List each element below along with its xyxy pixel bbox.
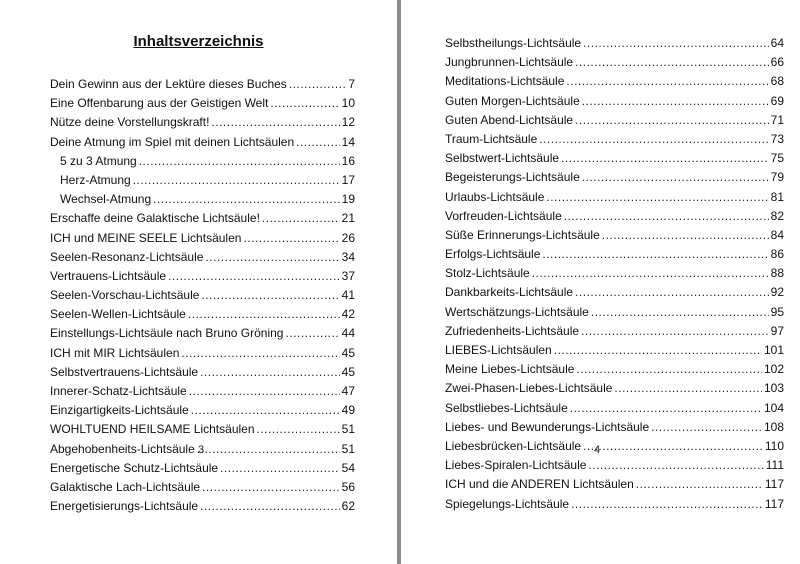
toc-entry[interactable] [0,77,397,96]
toc-entry-page: 117 [764,477,784,492]
toc-entry-title: Selbstheilungs-Lichtsäule [445,36,582,50]
toc-entry-page: 110 [764,438,784,453]
toc-entry-title: Wertschätzungs-Lichtsäule [445,304,589,319]
toc-entry-page: 42 [341,307,355,322]
dot-leader [571,497,763,511]
toc-entry[interactable] [0,384,397,403]
toc-entry-title: ICH mit MIR Lichtsäulen [50,345,180,360]
dot-leader [200,499,340,513]
toc-entry-page: 7 [348,77,355,91]
dot-leader [636,477,763,491]
dot-leader [564,209,769,223]
toc-entry[interactable] [401,420,800,439]
dot-leader [582,94,769,108]
toc-entry-title: Erschaffe deine Galaktische Lichtsäule! [50,211,260,226]
toc-entry-title: Liebesbrücken-Lichtsäule [445,438,582,453]
toc-entry-title: WOHLTUEND HEILSAME Lichtsäulen [50,422,255,437]
dot-leader [257,422,340,436]
toc-entry-page: 92 [770,285,784,300]
dot-leader [188,307,340,321]
toc-entry-title: Eine Offenbarung aus der Geistigen Welt [50,96,269,111]
toc-entry[interactable] [0,403,397,422]
toc-entry[interactable] [401,439,800,458]
toc-entry-page: 81 [770,189,784,204]
dot-leader [202,480,340,494]
dot-leader [197,442,340,456]
toc-entry-page: 103 [763,381,784,396]
toc-entry[interactable] [401,362,800,381]
toc-entry-title: Energetische Schutz-Lichtsäule [50,460,219,475]
toc-entry-page: 108 [763,419,784,434]
toc-entry-title: Dankbarkeits-Lichtsäule [445,285,574,300]
toc-entry[interactable] [0,269,397,288]
toc-entry-page: 71 [770,112,784,127]
toc-entry[interactable] [0,480,397,499]
toc-entry-page: 66 [770,55,784,70]
toc-entry[interactable] [401,381,800,400]
toc-entry-title: Süße Erinnerungs-Lichtsäule [445,227,600,242]
toc-entry[interactable] [401,285,800,304]
toc-entry-title: Selbstwert-Lichtsäule [445,151,560,166]
dot-leader [243,231,339,245]
toc-entry-title: Guten Abend-Lichtsäule [445,112,574,127]
dot-leader [561,151,769,165]
dot-leader [614,381,762,395]
toc-entry[interactable] [0,326,397,345]
toc-entry[interactable] [0,288,397,307]
dot-leader [211,115,339,129]
toc-entry-page: 111 [765,458,784,473]
toc-entry-title: Erfolgs-Lichtsäule [445,247,541,262]
toc-entry-title: Abgehobenheits-Lichtsäule [50,441,195,456]
toc-entry-page: 14 [341,134,355,149]
toc-entry[interactable] [401,36,800,55]
toc-entry[interactable] [401,247,800,266]
toc-entry-title: Deine Atmung im Spiel mit deinen Lichtsäulen [50,134,295,149]
toc-entry-page: 62 [341,499,355,514]
toc-entry-title: Stolz-Lichtsäule [445,266,530,281]
dot-leader [200,365,340,379]
toc-entry-title: Guten Morgen-Lichtsäule [445,93,580,108]
dot-leader [189,384,340,398]
dot-leader [191,403,340,417]
toc-entry[interactable] [401,132,800,151]
toc-entry-title: Seelen-Wellen-Lichtsäule [50,307,186,322]
toc-entry-page: 69 [770,93,784,108]
toc-entry[interactable] [401,228,800,247]
toc-entry[interactable] [0,231,397,250]
toc-entry-page: 102 [763,362,784,377]
toc-entry[interactable] [401,343,800,362]
dot-leader [554,343,762,357]
toc-entry-page: 45 [341,364,355,379]
dot-leader [168,269,340,283]
toc-entry-title: Herz-Atmung [60,172,131,187]
dot-leader [576,362,762,376]
toc-entry-title: ICH und die ANDEREN Lichtsäulen [445,477,634,492]
toc-entry-page: 41 [341,288,355,303]
dot-leader [139,154,340,168]
toc-entry[interactable] [401,113,800,132]
toc-entry-page: 68 [770,74,784,89]
toc-entry-page: 82 [770,208,784,223]
toc-entry-page: 104 [763,400,784,415]
toc-entry-title: Wechsel-Atmung [60,192,152,207]
toc-entry-title: Seelen-Vorschau-Lichtsäule [50,288,200,303]
toc-entry-page: 34 [341,249,355,264]
toc-entry-title: Meine Liebes-Lichtsäule [445,362,575,377]
toc-entry[interactable] [401,151,800,170]
toc-entry-page: 73 [770,131,784,146]
toc-entry-title: Dein Gewinn aus der Lektüre dieses Buches [50,77,287,91]
toc-entry-title: ICH und MEINE SEELE Lichtsäulen [50,230,242,245]
dot-leader [205,250,339,264]
toc-entry-page: 19 [341,192,355,207]
dot-leader [591,305,769,319]
toc-entry-title: Spiegelungs-Lichtsäule [445,496,570,511]
toc-entry-title: Urlaubs-Lichtsäule [445,189,545,204]
dot-leader [201,288,339,302]
toc-entry[interactable] [0,250,397,269]
toc-entry[interactable] [0,173,397,192]
toc-entry[interactable] [0,499,397,518]
toc-entry-page: 95 [770,304,784,319]
toc-entry-page: 54 [341,460,355,475]
toc-entry[interactable] [401,94,800,113]
toc-entry-page: 51 [341,441,355,456]
toc-entry-title: Begeisterungs-Lichtsäule [445,170,580,185]
dot-leader [289,77,347,91]
toc-entry[interactable] [401,305,800,324]
dot-leader [285,326,339,340]
dot-leader [532,266,769,280]
toc-entry[interactable] [0,346,397,365]
toc-entry[interactable] [0,211,397,230]
toc-entry-title: Einstellungs-Lichtsäule nach Bruno Gröning [50,326,284,341]
dot-leader [575,113,769,127]
toc-entry[interactable] [401,324,800,343]
dot-leader [583,36,769,50]
toc-entry-page: 86 [770,247,784,262]
toc-entry[interactable] [0,365,397,384]
dot-leader [570,401,762,415]
toc-entry-title: Vorfreuden-Lichtsäule [445,208,562,223]
dot-leader [581,324,769,338]
toc-entry-title: LIEBES-Lichtsäulen [445,343,552,357]
dot-leader [296,135,340,149]
toc-entry[interactable] [0,192,397,211]
toc-entry-title: Liebes- und Bewunderungs-Lichtsäule [445,419,650,434]
dot-leader [651,420,762,434]
toc-entry[interactable] [401,209,800,228]
toc-entry-page: 84 [770,227,784,242]
toc-list-right [401,36,800,516]
toc-entry[interactable] [401,266,800,285]
toc-entry[interactable] [401,497,800,516]
dot-leader [566,74,768,88]
toc-entry-page: 12 [341,115,355,130]
toc-entry-page: 56 [341,479,355,494]
toc-entry[interactable] [0,154,397,173]
toc-entry-title: Meditations-Lichtsäule [445,74,565,89]
toc-entry-title: Vertrauens-Lichtsäule [50,268,167,283]
right-page [401,0,800,564]
toc-entry-title: Zwei-Phasen-Liebes-Lichtsäule [445,381,613,396]
toc-entry-page: 75 [770,151,784,166]
page-number-right: 4 [594,444,601,456]
toc-entry-page: 37 [341,268,355,283]
toc-entry-page: 44 [341,326,355,341]
left-page [0,0,397,564]
toc-entry-page: 45 [341,345,355,360]
toc-entry[interactable] [401,190,800,209]
toc-entry[interactable] [0,422,397,441]
toc-entry-page: 10 [341,96,355,111]
dot-leader [575,285,769,299]
toc-entry-title: 5 zu 3 Atmung [60,153,137,168]
toc-entry-title: Galaktische Lach-Lichtsäule [50,479,201,494]
dot-leader [582,170,769,184]
toc-entry[interactable] [401,55,800,74]
toc-entry-title: Energetisierungs-Lichtsäule [50,499,199,514]
toc-entry-page: 16 [341,153,355,168]
dot-leader [575,55,769,69]
dot-leader [542,247,768,261]
toc-entry-page: 21 [341,211,355,226]
toc-entry[interactable] [0,115,397,134]
toc-entry-page: 97 [770,323,784,338]
toc-entry[interactable] [401,74,800,93]
toc-entry[interactable] [401,477,800,496]
toc-entry[interactable] [401,458,800,477]
toc-entry-page: 79 [770,170,784,185]
toc-entry-title: Einzigartigkeits-Lichtsäule [50,403,189,418]
toc-entry-title: Zufriedenheits-Lichtsäule [445,323,580,338]
dot-leader [262,211,340,225]
toc-entry[interactable] [0,461,397,480]
dot-leader [588,458,763,472]
toc-entry-title: Innerer-Schatz-Lichtsäule [50,384,187,398]
dot-leader [602,228,769,242]
toc-entry-page: 88 [770,266,784,281]
toc-title: Inhaltsverzeichnis [133,33,264,50]
toc-entry-title: Traum-Lichtsäule [445,131,538,146]
toc-entry-title: Selbstliebes-Lichtsäule [445,400,568,415]
toc-entry[interactable] [401,401,800,420]
toc-entry-title: Liebes-Spiralen-Lichtsäule [445,458,587,473]
dot-leader [546,190,768,204]
toc-entry-title: Jungbrunnen-Lichtsäule [445,55,574,70]
dot-leader [153,192,339,206]
toc-entry-page: 47 [341,384,355,398]
toc-entry-page: 26 [341,230,355,245]
dot-leader [539,132,768,146]
toc-entry-page: 64 [770,36,784,50]
dot-leader [220,461,340,475]
toc-entry-page: 17 [341,172,355,187]
toc-entry-title: Selbstvertrauens-Lichtsäule [50,364,199,379]
dot-leader [133,173,340,187]
toc-entry-page: 51 [341,422,355,437]
toc-entry[interactable] [0,96,397,115]
toc-entry-page: 117 [764,496,784,511]
toc-entry-page: 101 [763,343,784,357]
toc-entry-title: Nütze deine Vorstellungskraft! [50,115,210,130]
toc-entry[interactable] [0,135,397,154]
toc-entry[interactable] [401,170,800,189]
toc-entry[interactable] [0,307,397,326]
dot-leader [270,96,339,110]
dot-leader [181,346,339,360]
dot-leader [583,439,763,453]
page-number-left: 3 [198,444,205,456]
toc-entry-title: Seelen-Resonanz-Lichtsäule [50,249,204,264]
toc-entry-page: 49 [341,403,355,418]
